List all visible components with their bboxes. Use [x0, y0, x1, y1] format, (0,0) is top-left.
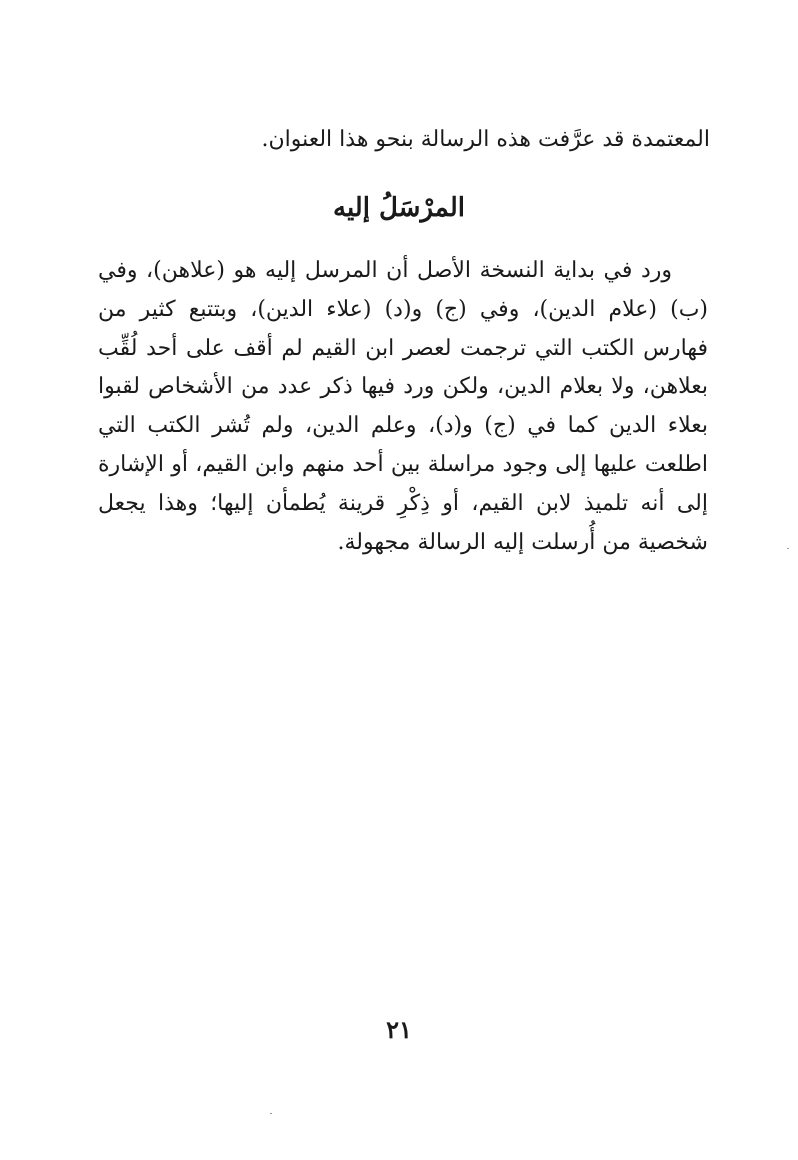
continuation-line: المعتمدة قد عرَّفت هذه الرسالة بنحو هذا العنوان.: [261, 127, 710, 152]
scan-speck: [787, 548, 789, 549]
scan-speck: [270, 1113, 272, 1114]
body-paragraph: ورد في بداية النسخة الأصل أن المرسل إليه هو (علاهن)، وفي (ب) (علام الدين)، وفي (ج) و(د) (علاء الدين)، وبتتبع كثير من فهارس الكتب التي ترجمت لعصر ابن القيم لم أقف على أحد لُقِّب بعلاهن، ولا بعلام الدين، ولكن ورد فيها ذكر عدد من الأشخاص لقبوا بعلاء الدين كما في (ج) و(د)، وعلم الدين، ولم تُشر الكتب التي اطلعت عليها إلى وجود مراسلة بين أحد منهم وابن القيم، أو الإشارة إلى أنه تلميذ لابن القيم، أو ذِكْرِ قرينة يُطمأن إليها؛ وهذا يجعل شخصية من أُرسلت إليه الرسالة مجهولة.: [98, 258, 708, 555]
page-number: ٢١: [386, 1015, 412, 1044]
section-heading: المرْسَلُ إليه: [333, 193, 465, 223]
